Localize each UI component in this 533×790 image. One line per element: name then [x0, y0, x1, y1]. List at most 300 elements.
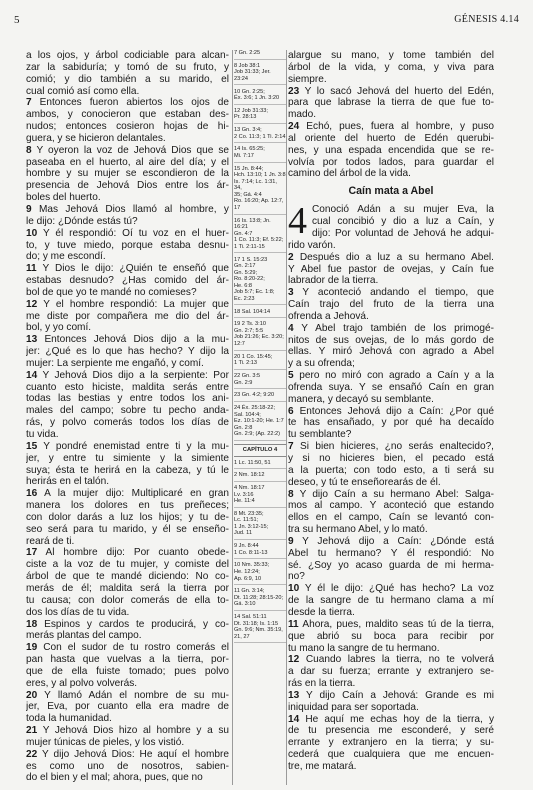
text-line: [288, 145, 494, 157]
cross-reference-entry: 8 Mt. 23:35; Lc. 11:51; 1 Jn. 3:12-15; Jud. 11: [234, 511, 286, 540]
text-line: [26, 346, 229, 358]
verse-text: Espinos y cardos te producirá, y co-: [44, 618, 229, 630]
verse-text: jer, y entre tu simiente y la simiente: [26, 452, 229, 464]
verse-text: que abrió su boca para recibir por: [288, 630, 494, 642]
cross-reference-column: [234, 50, 286, 647]
text-line: [26, 737, 229, 749]
verse-text: sé. ¿Soy yo acaso guarda de mi herma-: [288, 559, 494, 571]
text-line: [26, 251, 229, 263]
column-divider: [232, 50, 233, 785]
verse-text: manera, y decayó su semblante.: [288, 393, 434, 405]
text-line: [288, 74, 494, 86]
verse-text: zar la sabiduría; y tomó de su fruto, y: [26, 61, 229, 73]
left-text-column: [26, 50, 229, 784]
verse-text: Y él respondió: Oí tu voz en el huer-: [42, 227, 229, 239]
text-line: [26, 595, 229, 607]
text-line: [288, 714, 494, 726]
text-line: [26, 97, 229, 109]
text-line: [26, 192, 229, 204]
cross-reference-entry: 24 Éx. 25:18-22; Sal. 104:4; Ez. 10:1-20; He. 1:7 Gn. 2:8 Gn. 2:9; (Ap. 22:2): [234, 405, 286, 441]
text-line: [288, 417, 494, 429]
text-line: [26, 133, 229, 145]
verse-text: Y Abel trajo también de los primogé-: [301, 322, 494, 334]
verse-number: 9: [288, 535, 294, 547]
verse-number: 11: [288, 618, 299, 630]
right-text-column: [288, 50, 494, 773]
text-line: [26, 358, 229, 370]
cross-reference-entry: 18 Sal. 104:14: [234, 309, 286, 319]
text-line: [26, 370, 229, 382]
verse-text: tre, me matará.: [288, 760, 357, 772]
verse-text: ofrenda a Jehová.: [288, 310, 369, 322]
text-line: [26, 583, 229, 595]
page-header: [0, 0, 533, 34]
text-line: [26, 772, 229, 784]
verse-text: pero no miró con agrado a Caín y a la: [299, 370, 494, 382]
text-line: cual concibió y dio a luz a Caín, y: [312, 216, 494, 228]
text-line: [288, 643, 494, 655]
verse-text: alargue su mano, y tome también del: [288, 50, 494, 61]
text-line: [26, 441, 229, 453]
verse-number: 12: [26, 298, 38, 310]
section-title: Caín mata a Abel: [348, 185, 434, 198]
text-line: [288, 702, 494, 714]
verse-text: Ahora, pues, maldito seas tú de la tierra,: [302, 618, 494, 630]
text-line: [288, 512, 494, 524]
verse-number: 15: [26, 440, 38, 452]
verse-text: Y Jehová dijo a Caín: ¿Dónde está: [302, 535, 494, 547]
verse-text: es como uno de nosotros, sabien-: [26, 760, 229, 772]
verse-text: males del campo; sobre tu pecho anda-: [26, 405, 229, 417]
verse-text: Al hombre dijo: Por cuanto obede-: [45, 547, 229, 559]
verse-text: cuanto esto hiciste, maldita serás entre: [26, 381, 229, 393]
verse-text: rás, y polvo comerás todos los días de: [26, 417, 229, 429]
text-line: Conoció Adán a su mujer Eva, la: [312, 204, 494, 216]
verse-text: Y lo sacó Jehová del huerto del Edén,: [304, 85, 494, 97]
verse-number: 22: [26, 748, 38, 760]
text-line: [288, 595, 494, 607]
verse-text: eres, y al polvo volverás.: [26, 677, 138, 689]
verse-text: reará de ti.: [26, 535, 75, 547]
text-line: [288, 406, 494, 418]
verse-text: de tu presencia me esconderé, y seré: [288, 725, 494, 737]
verse-text: bol de que yo te mandé no comieses?: [26, 286, 197, 298]
text-line: [26, 571, 229, 583]
text-line: [288, 453, 494, 465]
verse-text: do; y me escondí.: [26, 251, 106, 263]
verse-text: labrador de la tierra.: [288, 275, 379, 287]
text-line: [288, 524, 494, 536]
text-line: [26, 500, 229, 512]
verse-text: seo será para tu marido, y él se enseño-: [26, 523, 229, 535]
verse-text: jer, Eva, por cuanto ella era madre de: [26, 701, 229, 713]
verse-text: tu semblante?: [288, 429, 352, 441]
cross-reference-entry: 22 Gn. 3:5 Gn. 2:9: [234, 373, 286, 389]
verse-text: Entonces Jehová dijo a Caín: ¿Por qué: [299, 405, 494, 417]
text-line: [288, 749, 494, 761]
verse-text: mujer túnicas de pieles, y los vistió.: [26, 736, 185, 748]
chapter-first-verse: [288, 200, 494, 251]
cross-reference-entry: 15 Jn. 8:44; Hch. 13:10; 1 Jn. 3:8 Is. 7:14; Lc. 1:31, 34, 35; Gá. 4:4 Ro. 16:20; Ap. 12:7, 17: [234, 166, 286, 215]
verse-text: tu causa; con dolor comerás de ella to-: [26, 594, 229, 606]
text-line: [26, 559, 229, 571]
text-line: [288, 465, 494, 477]
running-head: GÉNESIS 4.14: [454, 14, 519, 25]
verse-text: Y Abel fue pastor de ovejas, y Caín fue: [288, 263, 494, 275]
text-line: [288, 737, 494, 749]
text-line: [288, 168, 494, 180]
verse-number: 4: [288, 322, 294, 334]
verse-text: Y dijo Caín a Jehová: Grande es mi: [305, 689, 494, 701]
verse-text: volvía por todos lados, para guardar el: [288, 156, 494, 168]
text-line: [26, 228, 229, 240]
text-line: [26, 453, 229, 465]
chapter-number: 4: [288, 200, 307, 243]
cross-reference-entry: 14 Sal. 51:11 Dt. 31:18; Is. 1:15 Gn. 9:6; Nm. 35:19, 21, 27: [234, 614, 286, 643]
text-line: [288, 382, 494, 394]
text-line: [288, 583, 494, 595]
text-line: [26, 701, 229, 713]
verse-text: Y dijo Jehová Dios: He aquí el hombre: [42, 748, 229, 760]
verse-number: 8: [26, 144, 32, 156]
text-line: [26, 334, 229, 346]
verse-text: Caín trajo del fruto de la tierra una: [288, 299, 494, 311]
verse-text: tra su hermano Abel, y lo mató.: [288, 524, 428, 536]
text-line: [288, 571, 494, 583]
verse-text: Y aconteció andando el tiempo, que: [302, 287, 494, 299]
text-line: [26, 322, 229, 334]
text-line: [26, 749, 229, 761]
verse-text: Abel tu hermano? Y él respondió: No: [288, 547, 494, 559]
verse-text: al oriente del huerto de Edén querubi-: [288, 132, 494, 144]
text-line: [26, 547, 229, 559]
verse-number: 18: [26, 618, 38, 630]
text-line: [26, 725, 229, 737]
verse-text: presencia de Jehová Dios entre los ár-: [26, 180, 229, 192]
verse-text: Después dio a luz a su hermano Abel.: [299, 251, 494, 263]
text-line: [26, 86, 229, 98]
text-line: [288, 121, 494, 133]
verse-text: merás plantas del campo.: [26, 630, 142, 642]
verse-text: Entonces Jehová Dios dijo a la mu-: [44, 334, 229, 346]
verse-number: 3: [288, 287, 294, 299]
verse-text: tu mano la sangre de tu hermano.: [288, 642, 440, 654]
verse-text: to, y tuve miedo, porque estaba desnu-: [26, 239, 229, 251]
verse-text: bol, y yo comí.: [26, 322, 92, 334]
cross-reference-entry: 8 Job 38:1 Job 31:33; Jer. 23:24: [234, 63, 286, 86]
verse-text: merás de él; maldita será la tierra por: [26, 582, 229, 594]
verse-text: hombre y su mujer se escondieron de la: [26, 168, 229, 180]
verse-text: mos al campo. Y aconteció que estando: [288, 500, 494, 512]
text-line: [26, 287, 229, 299]
text-line: [288, 264, 494, 276]
text-line: [288, 489, 494, 501]
text-line: [288, 560, 494, 572]
verse-number: 24: [288, 121, 300, 133]
cross-reference-entry: 17 1 S. 15:23 Gn. 2:17 Gn. 5:29; Ro. 8:20-22; He. 6:8 Job 5:7; Ec. 1:8; Ec. 2:23: [234, 257, 286, 306]
text-line: [26, 74, 229, 86]
text-line: [26, 145, 229, 157]
text-line: [288, 86, 494, 98]
cross-reference-entry: 12 Job 31:33; Pr. 28:13: [234, 108, 286, 124]
column-divider: [286, 50, 287, 785]
text-line: [288, 275, 494, 287]
text-line: [288, 441, 494, 453]
verse-text: do el bien y el mal; ahora, pues, que no: [26, 772, 203, 784]
verse-number: 13: [288, 689, 300, 701]
text-line: [288, 654, 494, 666]
text-line: [288, 157, 494, 169]
verse-text: He aquí me echas hoy de la tierra, y: [305, 713, 494, 725]
text-line: [26, 465, 229, 477]
verse-text: ofrenda suya. Y se ensañó Caín en gran: [288, 381, 494, 393]
text-line: [26, 109, 229, 121]
cross-reference-entry: 9 Jn. 8:44 1 Co. 8:11-13: [234, 543, 286, 559]
text-line: [26, 690, 229, 702]
cross-reference-entry: 11 Gn. 3:14; Dt. 11:28; 28:15-20; Gá. 3:10: [234, 588, 286, 611]
verse-text: Con el sudor de tu rostro comerás el: [43, 642, 229, 654]
right-column-verses: [288, 252, 494, 773]
text-line: [26, 216, 229, 228]
text-line: [288, 725, 494, 737]
text-line: [26, 654, 229, 666]
text-line: [288, 500, 494, 512]
verse-text: errante y extranjero en la tierra; y su-: [288, 737, 494, 749]
right-column-verses: [288, 50, 494, 180]
text-line: [26, 488, 229, 500]
verse-text: jer: ¿Qué es lo que has hecho? Y dijo la: [26, 346, 229, 358]
cross-reference-entry: 4 Nm. 18:17 Lv. 3:16 He. 11:4: [234, 485, 286, 508]
verse-text: guera, y se hicieron delantales.: [26, 132, 166, 144]
verse-text: nes, y una espada encendida que se re-: [288, 144, 494, 156]
cross-reference-entry: 14 Is. 65:25; Mi. 7:17: [234, 146, 286, 162]
cross-reference-entry: 16 Is. 13:8; Jn. 16:21 Gn. 4:7 1 Co. 11:3; Ef. 5:22; 1 Ti. 2:11-15: [234, 218, 286, 254]
verse-number: 12: [288, 654, 300, 666]
cross-reference-entry: 10 Gn. 2:25; Éx. 3:6; 1 Jn. 3:20: [234, 89, 286, 105]
text-line: [288, 62, 494, 74]
verse-text: comió; y dio también a su marido, el: [26, 73, 229, 85]
verse-number: 11: [26, 263, 37, 275]
verse-number: 13: [26, 334, 38, 346]
text-line: [288, 323, 494, 335]
text-line: [288, 631, 494, 643]
verse-text: pan hasta que vuelvas a la tierra, por-: [26, 654, 229, 666]
text-line: [26, 429, 229, 441]
verse-text: Y Dios le dijo: ¿Quién te enseñó que: [42, 263, 229, 275]
verse-text: Mas Jehová Dios llamó al hombre, y: [38, 203, 229, 215]
text-line: [26, 630, 229, 642]
text-line: [26, 62, 229, 74]
verse-text: Y pondré enemistad entre ti y la mu-: [43, 440, 229, 452]
verse-text: Y Jehová Dios dijo a la serpiente: Por: [42, 369, 229, 381]
verse-text: cual comió así como ella.: [26, 85, 140, 97]
verse-text: ellas. Y miró Jehová con agrado a Abel: [288, 346, 494, 358]
text-line: [26, 512, 229, 524]
text-line: [26, 536, 229, 548]
text-line: [26, 666, 229, 678]
verse-text: árbol de la vida, y coma, y viva para: [288, 61, 494, 73]
text-line: dijo: Por voluntad de Jehová he adqui-: [312, 227, 494, 239]
verse-text: no?: [288, 571, 305, 583]
verse-text: ambos, y conocieron que estaban des-: [26, 109, 229, 121]
verse-text: Cuando labres la tierra, no te volverá: [305, 654, 494, 666]
verse-text: con dolor darás a luz los hijos; y tu de-: [26, 511, 229, 523]
text-line: [26, 524, 229, 536]
verse-text: nitos de sus ovejas, de lo más gordo de: [288, 334, 494, 346]
text-line: [26, 642, 229, 654]
verse-text: ciste a la voz de tu mujer, y comiste del: [26, 559, 229, 571]
verse-text: deseo, y tú te enseñorearás de él.: [288, 476, 441, 488]
verse-number: 7: [288, 441, 294, 453]
verse-text: a la puerta; con todo esto, a ti será su: [288, 464, 494, 476]
text-line: [26, 311, 229, 323]
verse-text: mado.: [288, 109, 317, 121]
page-number: 5: [14, 14, 20, 26]
verse-text: estabas desnudo? ¿Has comido del ár-: [26, 275, 229, 287]
verse-text: nudos; entonces cosieron hojas de hi-: [26, 121, 229, 133]
text-line: [26, 50, 229, 62]
verse-text: que de ella fuiste tomado; pues polvo: [26, 665, 229, 677]
verse-text: y si no hicieres bien, el pecado está: [288, 453, 494, 464]
cross-reference-entry: 7 Gn. 2:25: [234, 50, 286, 60]
text-line: [26, 121, 229, 133]
text-line: [288, 133, 494, 145]
verse-text: suya; ésta te herirá en la cabeza, y tú le: [26, 464, 229, 476]
verse-text: Y Jehová Dios hizo al hombre y a su: [42, 725, 229, 737]
text-line: [26, 382, 229, 394]
verse-text: Y el hombre respondió: La mujer que: [43, 298, 229, 310]
verse-text: mujer: La serpiente me engañó, y comí.: [26, 357, 204, 369]
text-line: [26, 299, 229, 311]
text-line: [288, 50, 494, 62]
verse-text: Y dijo Caín a su hermano Abel: Salga-: [299, 488, 494, 500]
verse-text: ellos en el campo, Caín se levantó con-: [288, 512, 494, 524]
verse-text: le dijo: ¿Dónde estás tú?: [26, 215, 138, 227]
verse-number: 16: [26, 488, 38, 500]
verse-number: 6: [288, 405, 294, 417]
verse-text: paseaba en el huerto, al aire del día; y el: [26, 156, 229, 168]
text-line: [26, 204, 229, 216]
verse-text: me diste por compañera me dio del ár-: [26, 310, 229, 322]
cross-reference-entry: 13 Gn. 3:4; 2 Co. 11:3; 1 Ti. 2:14: [234, 127, 286, 143]
text-line: [288, 370, 494, 382]
text-line: rido varón.: [288, 239, 336, 251]
verse-text: herirás en el talón.: [26, 476, 110, 488]
verse-text: Y él le dijo: ¿Qué has hecho? La voz: [304, 583, 494, 595]
verse-number: 7: [26, 97, 32, 109]
text-line: [288, 311, 494, 323]
xref-chapter-heading: CAPÍTULO 4: [234, 444, 286, 457]
verse-text: todas las bestias y entre todos los ani-: [26, 393, 229, 405]
text-line: [26, 275, 229, 287]
cross-reference-entry: 10 Nm. 35:33; He. 12:24; Ap. 6:9, 10: [234, 562, 286, 585]
verse-number: 2: [288, 251, 294, 263]
text-line: [288, 394, 494, 406]
text-line: [288, 761, 494, 773]
verse-text: camino del árbol de la vida.: [288, 168, 411, 180]
verse-text: te has ensañado, y por qué ha decaído: [288, 417, 494, 429]
text-line: [288, 287, 494, 299]
text-line: [288, 477, 494, 489]
text-line: [26, 713, 229, 725]
text-line: [26, 405, 229, 417]
verse-text: y a su ofrenda;: [288, 358, 355, 370]
text-line: [288, 346, 494, 358]
verse-number: 10: [26, 227, 38, 239]
text-line: [288, 548, 494, 560]
text-line: [288, 619, 494, 631]
verse-number: 20: [26, 689, 38, 701]
text-line: [26, 240, 229, 252]
text-line: [288, 607, 494, 619]
text-line: [288, 678, 494, 690]
chapter-opening: [288, 200, 494, 251]
verse-text: siempre.: [288, 73, 327, 85]
text-line: [288, 109, 494, 121]
text-line: [26, 678, 229, 690]
text-line: [26, 168, 229, 180]
verse-text: manera los dolores en tus preñeces;: [26, 500, 229, 512]
verse-number: 9: [26, 203, 32, 215]
cross-reference-entry: 19 2 Ts. 3:10 Gn. 2:7; 5:5 Job 21:26; Ec. 3:20; 12:7: [234, 321, 286, 350]
text-line: [26, 180, 229, 192]
verse-text: Entonces fueron abiertos los ojos de: [39, 97, 229, 109]
text-line: [288, 335, 494, 347]
text-line: [288, 690, 494, 702]
verse-text: A la mujer dijo: Multiplicaré en gran: [44, 488, 229, 500]
verse-text: a dar su fuerza; errante y extranjero se-: [288, 666, 494, 678]
verse-text: iniquidad para ser soportada.: [288, 701, 419, 713]
verse-text: dos los días de tu vida.: [26, 606, 130, 618]
verse-text: boles del huerto.: [26, 192, 101, 204]
verse-number: 17: [26, 547, 38, 559]
verse-text: para que labrase la tierra de que fue to-: [288, 97, 494, 109]
text-line: [288, 97, 494, 109]
verse-text: rás en la tierra.: [288, 678, 356, 690]
text-line: [26, 607, 229, 619]
text-line: [288, 358, 494, 370]
verse-number: 19: [26, 642, 38, 654]
text-line: [288, 536, 494, 548]
cross-reference-entry: 23 Gn. 4:2; 9:20: [234, 392, 286, 402]
verse-text: a los ojos, y árbol codiciable para alcan-: [26, 50, 229, 61]
text-line: [288, 252, 494, 264]
verse-number: 14: [26, 369, 38, 381]
verse-text: de la sangre de tu hermano clama a mí: [288, 595, 494, 607]
verse-number: 8: [288, 488, 294, 500]
verse-number: 21: [26, 725, 38, 737]
text-line: [26, 476, 229, 488]
verse-text: Echó, pues, fuera al hombre, y puso: [306, 121, 494, 133]
text-line: [26, 619, 229, 631]
text-line: [26, 761, 229, 773]
text-line: [26, 157, 229, 169]
text-line: [288, 299, 494, 311]
verse-text: cederá que cualquiera que me encuen-: [288, 749, 494, 761]
verse-text: toda la humanidad.: [26, 713, 112, 725]
verse-text: Si bien hicieres, ¿no serás enaltecido?,: [300, 441, 494, 453]
verse-text: tu vida.: [26, 429, 59, 440]
verse-text: Y llamó Adán el nombre de su mu-: [44, 689, 229, 701]
cross-reference-entry: 1 Lc. 11:50, 51: [234, 460, 286, 470]
verse-number: 14: [288, 713, 300, 725]
verse-text: Y oyeron la voz de Jehová Dios que se: [36, 144, 229, 156]
text-line: [288, 666, 494, 678]
cross-reference-entry: 20 1 Co. 15:45; 1 Ti. 2:13: [234, 354, 286, 370]
verse-text: árbol de que te mandé diciendo: No co-: [26, 571, 229, 583]
text-line: [26, 263, 229, 275]
text-line: [288, 429, 494, 441]
